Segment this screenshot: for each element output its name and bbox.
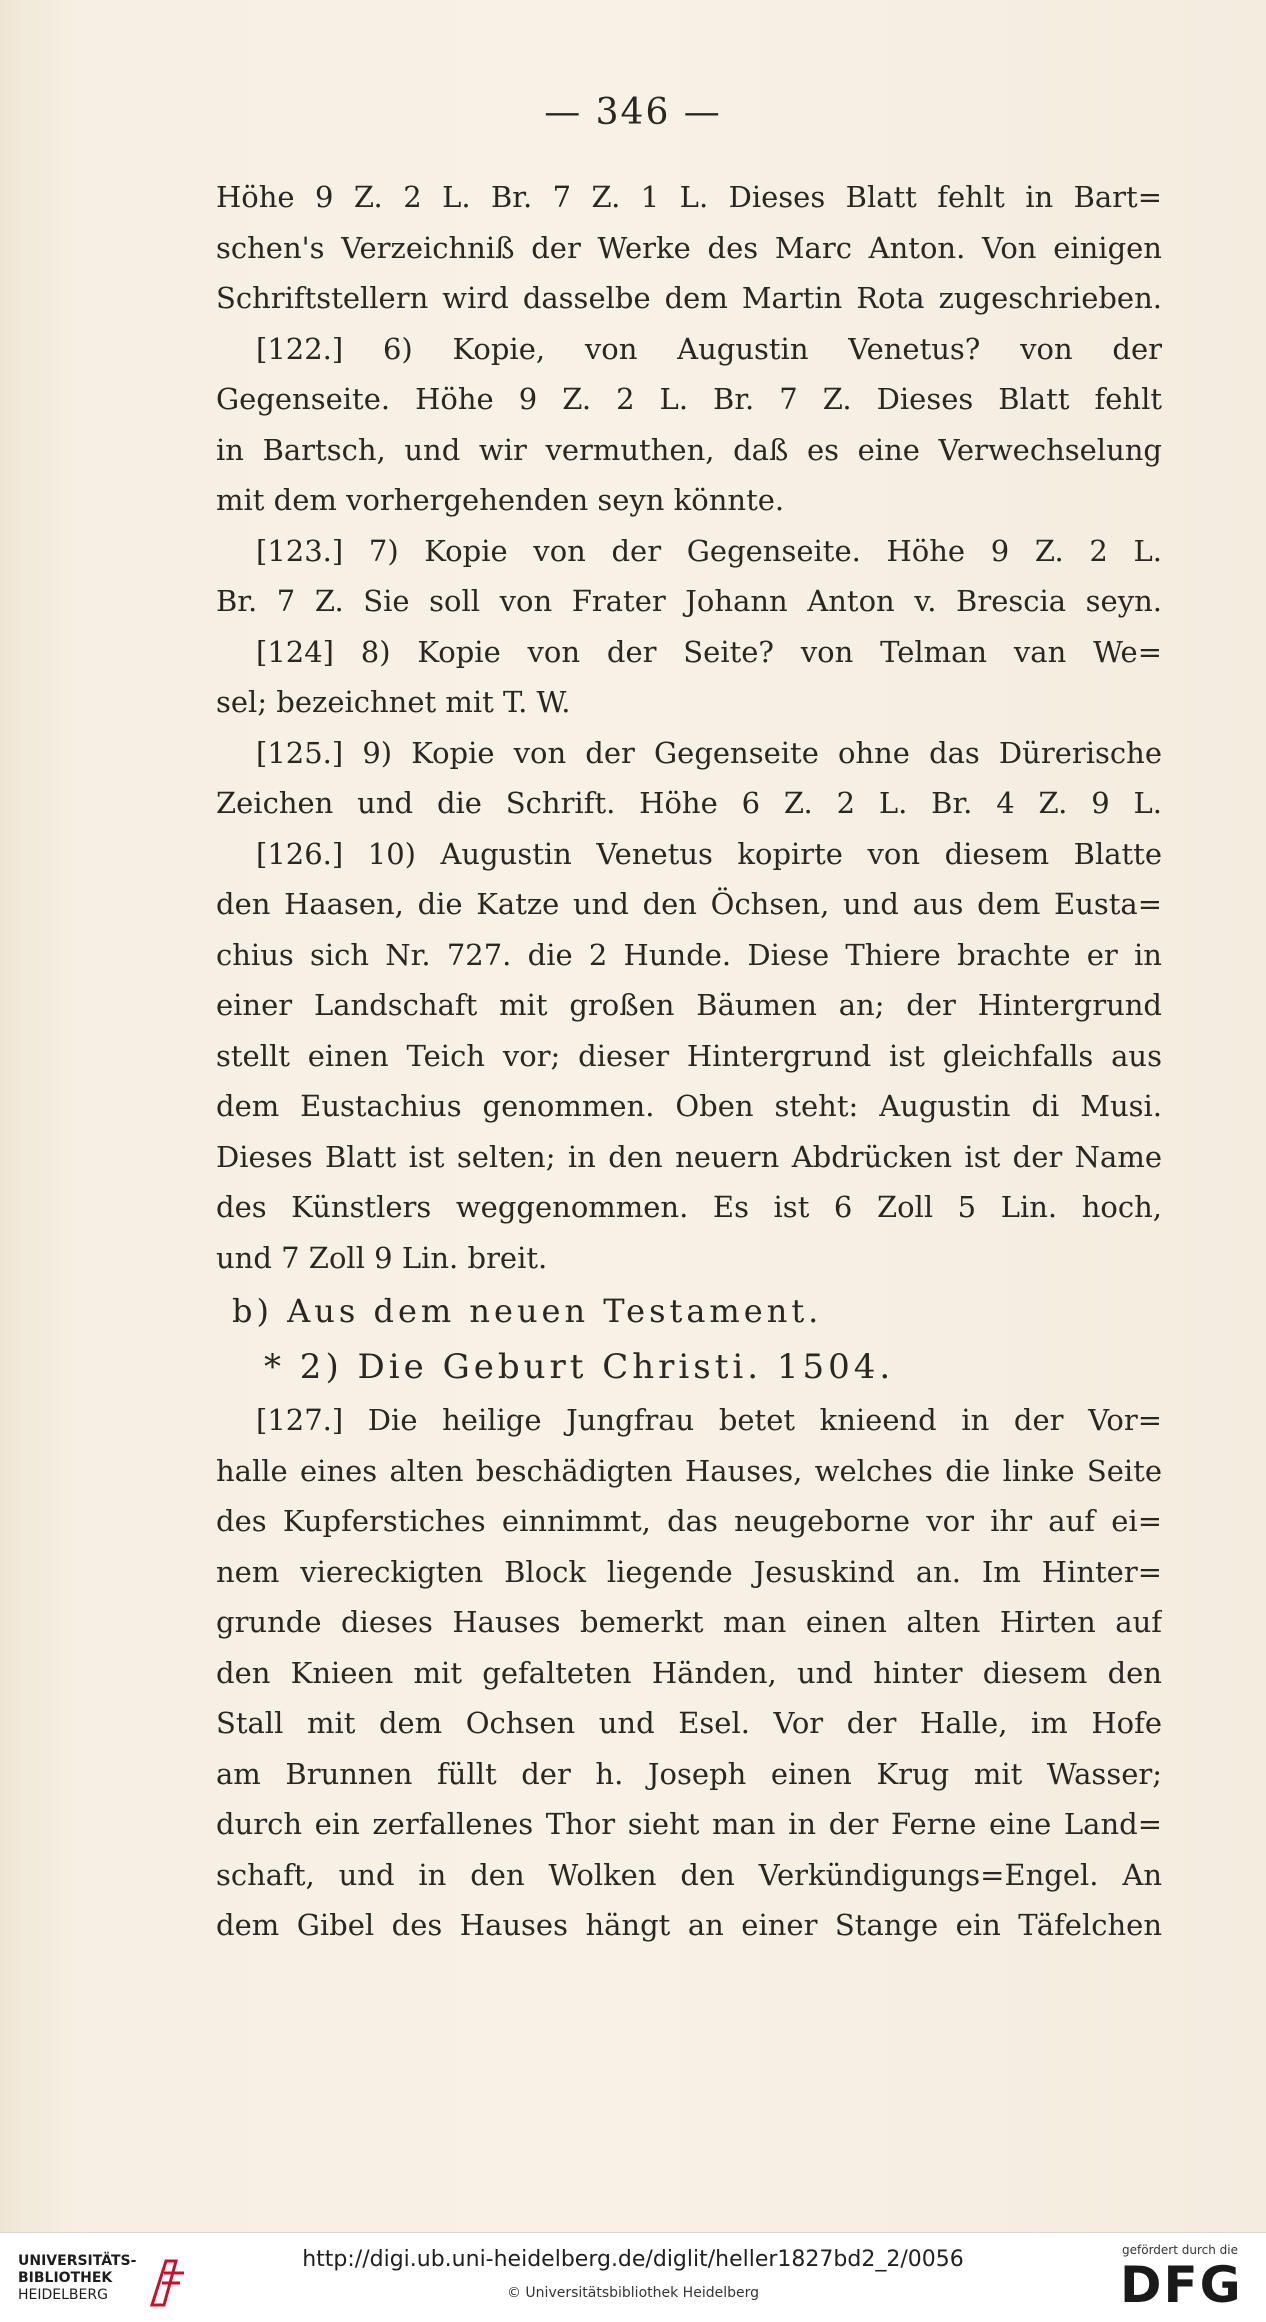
text-line: stellt einen Teich vor; dieser Hintergrund ist gleichfalls aus xyxy=(216,1038,1162,1073)
text-line: des Künstlers weggenommen. Es ist 6 Zoll 5 Lin. hoch, xyxy=(216,1190,1162,1224)
dfg-caption: gefördert durch die xyxy=(1122,2243,1238,2257)
text-line: am Brunnen füllt der h. Joseph einen Krug mit Wasser; xyxy=(216,1756,1162,1791)
text-line: [123.] 7) Kopie von der Gegenseite. Höhe 9 Z. 2 L. xyxy=(256,533,1162,568)
text-line: Dieses Blatt ist selten; in den neuern Abdrücken ist der Name xyxy=(216,1139,1162,1174)
text-line: Stall mit dem Ochsen und Esel. Vor der Halle, im Hofe xyxy=(216,1706,1162,1740)
text-line: dem Gibel des Hauses hängt an einer Stange ein Täfelchen xyxy=(216,1908,1162,1942)
text-line: [124] 8) Kopie von der Seite? von Telman van We= xyxy=(256,634,1162,669)
logo-text-line3: HEIDELBERG xyxy=(18,2287,108,2303)
text-line: [122.] 6) Kopie, von Augustin Venetus? von der xyxy=(256,331,1162,366)
text-line: chius sich Nr. 727. die 2 Hunde. Diese Thiere brachte er in xyxy=(216,937,1162,972)
permalink-url[interactable]: http://digi.ub.uni-heidelberg.de/diglit/heller1827bd2_2/0056 xyxy=(302,2247,964,2272)
text-line: den Knieen mit gefalteten Händen, und hinter diesem den xyxy=(216,1655,1162,1690)
section-heading: b) Aus dem neuen Testament. xyxy=(232,1292,823,1330)
text-line: Zeichen und die Schrift. Höhe 6 Z. 2 L. Br. 4 Z. 9 L. xyxy=(216,786,1162,820)
text-line: [126.] 10) Augustin Venetus kopirte von diesem Blatte xyxy=(256,836,1162,871)
text-line: des Kupferstiches einnimmt, das neugeborne vor ihr auf ei= xyxy=(216,1504,1162,1538)
logo-text-line1: UNIVERSITÄTS- xyxy=(18,2253,137,2269)
logo-text-line2: BIBLIOTHEK xyxy=(18,2270,113,2286)
text-line: Gegenseite. Höhe 9 Z. 2 L. Br. 7 Z. Dieses Blatt fehlt xyxy=(216,382,1162,416)
text-line: sel; bezeichnet mit T. W. xyxy=(216,685,571,719)
text-line: durch ein zerfallenes Thor sieht man in der Ferne eine Land= xyxy=(216,1807,1162,1841)
text-line: und 7 Zoll 9 Lin. breit. xyxy=(216,1240,548,1275)
dfg-logo[interactable]: DFG xyxy=(1120,2256,1243,2314)
page-number: — 346 — xyxy=(544,92,722,133)
text-line: einer Landschaft mit großen Bäumen an; der Hintergrund xyxy=(216,988,1162,1022)
text-line: [125.] 9) Kopie von der Gegenseite ohne das Dürerische xyxy=(256,735,1162,770)
text-line: dem Eustachius genommen. Oben steht: Augustin di Musi. xyxy=(216,1089,1162,1123)
text-line: Höhe 9 Z. 2 L. Br. 7 Z. 1 L. Dieses Blatt fehlt in Bart= xyxy=(216,180,1162,214)
copyright-notice: © Universitätsbibliothek Heidelberg xyxy=(506,2285,759,2301)
body-text xyxy=(216,172,1162,1951)
entry-heading: * 2) Die Geburt Christi. 1504. xyxy=(264,1347,895,1387)
text-line: in Bartsch, und wir vermuthen, daß es eine Verwechselung xyxy=(216,432,1162,467)
text-line: schaft, und in den Wolken den Verkündigungs=Engel. An xyxy=(216,1857,1162,1892)
text-line: den Haasen, die Katze und den Öchsen, und aus dem Eusta= xyxy=(216,887,1162,921)
text-line: Br. 7 Z. Sie soll von Frater Johann Anton v. Brescia seyn. xyxy=(216,584,1162,618)
paragraph-block-1 xyxy=(216,172,1162,1283)
viewer-footer xyxy=(0,2232,1266,2322)
text-line: nem viereckigten Block liegende Jesuskind an. Im Hinter= xyxy=(216,1554,1162,1589)
text-line: mit dem vorhergehenden seyn könnte. xyxy=(216,483,785,517)
text-line: Schriftstellern wird dasselbe dem Martin Rota zugeschrieben. xyxy=(216,281,1162,315)
text-line: schen's Verzeichniß der Werke des Marc Anton. Von einigen xyxy=(216,230,1162,265)
text-line: [127.] Die heilige Jungfrau betet knieend in der Vor= xyxy=(256,1403,1162,1437)
text-line: halle eines alten beschädigten Hauses, welches die linke Seite xyxy=(216,1453,1162,1488)
paragraph-block-2 xyxy=(216,1395,1162,1951)
text-line: grunde dieses Hauses bemerkt man einen alten Hirten auf xyxy=(216,1605,1162,1639)
